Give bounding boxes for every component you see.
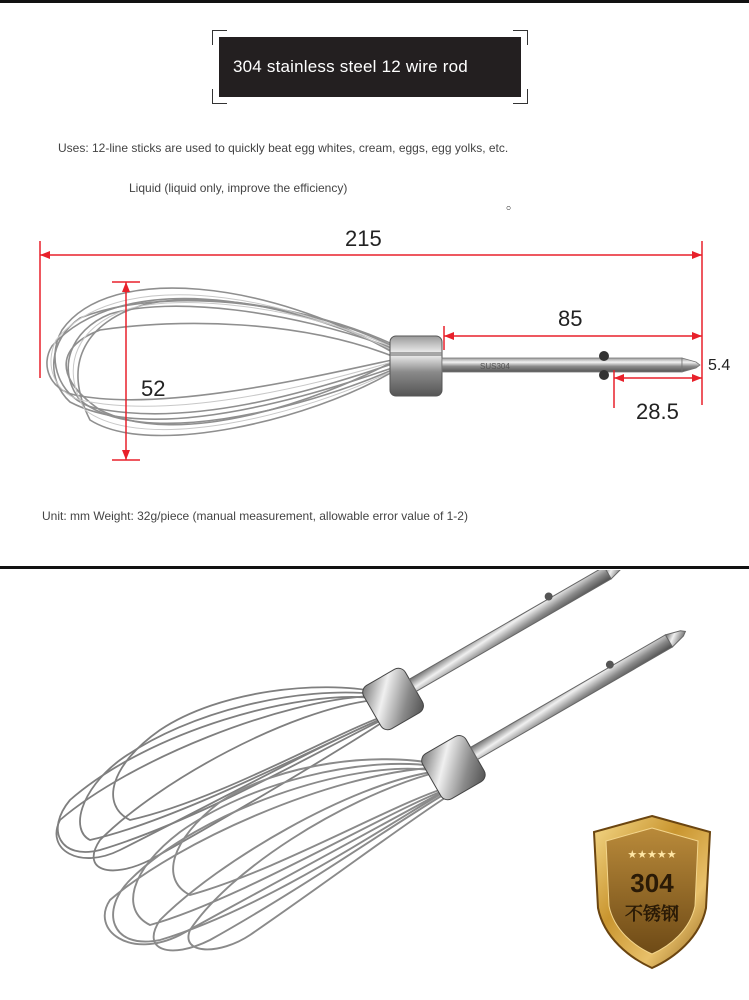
dot-mark: 。 [506,196,520,212]
dimension-head-diameter: 52 [141,376,166,401]
svg-text:SUS304: SUS304 [480,362,510,371]
dimension-shaft-length: 85 [558,306,583,331]
dimension-tip-diameter: 5.4 [708,357,731,374]
shield-badge-icon [588,812,716,970]
unit-weight-text: Unit: mm Weight: 32g/piece (manual measurement, allowable error value of 1-2) [42,509,468,523]
shield-icon [588,812,716,970]
section-divider [0,566,749,569]
uses-text: Uses: 12-line sticks are used to quickly beat egg whites, cream, eggs, egg yolks, etc. [58,141,509,155]
page-title: 304 stainless steel 12 wire rod [219,37,521,97]
dimension-tip-length: 28.5 [636,399,679,424]
badge-label: 不锈钢 [625,904,679,925]
badge-number: 304 [630,868,674,898]
dimension-total-length: 215 [345,226,382,251]
liquid-text: Liquid (liquid only, improve the efficiency) [129,181,348,195]
badge-stars: ★★★★★ [627,848,677,861]
